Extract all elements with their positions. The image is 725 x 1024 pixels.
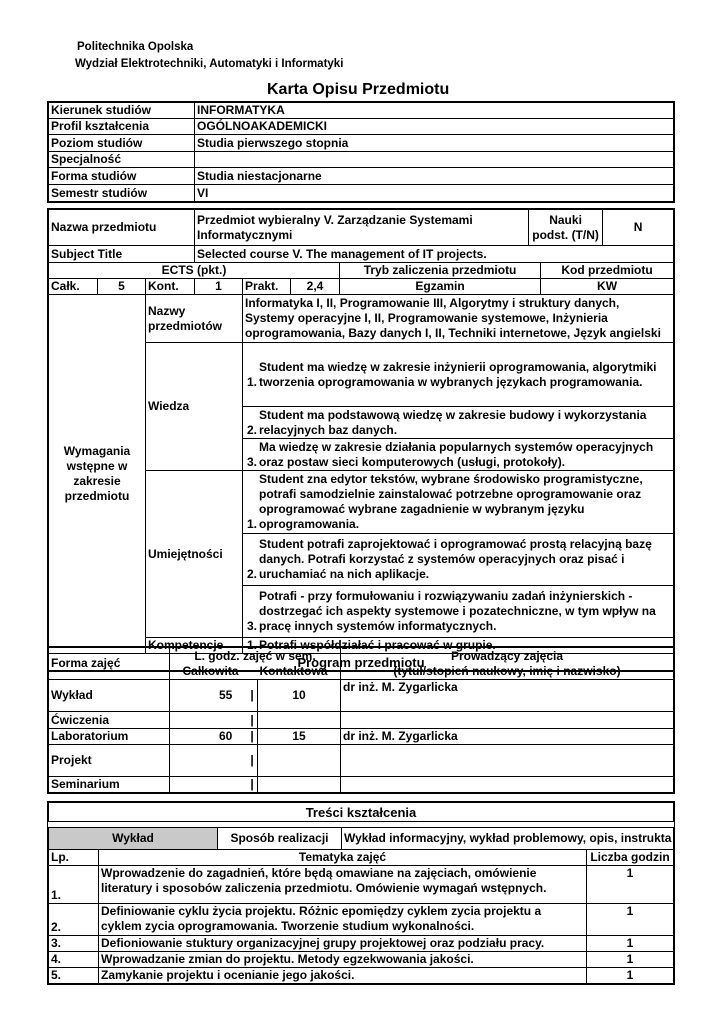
calk-value: 5 [98, 279, 146, 295]
content-title: Treści kształcenia [49, 803, 674, 822]
general-info-table [47, 101, 675, 203]
field-value: INFORMATYKA [195, 103, 674, 119]
field-label: Specjalność [49, 152, 195, 168]
tematyka-header: Tematyka zajęć [99, 850, 587, 866]
faculty-name: Wydział Elektrotechniki, Automatyki i Informatyki [75, 58, 344, 70]
nauki-label: Nauki podst. (T/N) [529, 210, 603, 246]
godz-header: Liczba godzin [587, 850, 674, 866]
kont-cell: 10 [258, 680, 341, 712]
topic-cell: Wprowadzenie do zagadnień, które będą omawiane na zajęciach, omówienie literatury i sposobów zaliczenia przedmiotu. Omówienie wymagań wstępnych. [99, 866, 587, 904]
separator: | [250, 777, 254, 791]
field-label: Poziom studiów [49, 135, 195, 152]
forma-cell: Wykład [49, 680, 170, 712]
item-text: Student potrafi zaprojektować i oprogramować prostą relacyjną bazę danych. Potrafi korzystać z systemów operacyjnych oraz pisać i uruchamiać na nich aplikacje. [259, 537, 652, 581]
subject-table [47, 208, 675, 672]
requirements-label: Wymagania wstępne w zakresie przedmiotu [49, 295, 146, 654]
godz-header [170, 648, 341, 680]
separator: | [250, 729, 254, 743]
page-title: Karta Opisu Przedmiotu [267, 81, 450, 98]
calk-cell [170, 712, 258, 729]
prow-cell [341, 745, 674, 777]
field-value [195, 152, 674, 168]
item-text: Potrafi - przy formułowaniu i rozwiązywaniu zadań inżynierskich - dostrzegać ich aspekty systemowe i pozatechniczne, w tym wpływ na pracę innych systemów informatycznych. [259, 589, 656, 633]
separator: | [250, 753, 254, 767]
field-label: Forma studiów [49, 168, 195, 185]
field-value: Studia pierwszego stopnia [195, 135, 674, 152]
prow-cell: dr inż. M. Zygarlicka [341, 729, 674, 745]
calk-val: 60 [218, 729, 233, 743]
item-number: 2. [247, 422, 258, 437]
kod-value: KW [541, 279, 674, 295]
kont-cell [258, 712, 341, 729]
hours-cell: 1 [587, 904, 674, 936]
lp-cell: 5. [49, 968, 99, 984]
kompetencje-label: Kompetencje [146, 638, 243, 654]
forma-cell: Seminarium [49, 777, 170, 793]
field-label: Profil kształcenia [49, 119, 195, 135]
prakt-value: 2,4 [291, 279, 340, 295]
ects-label: ECTS (pkt.) [49, 263, 340, 279]
item-number: 1. [247, 374, 258, 389]
item-text: Potrafi współdziałać i pracować w grupie. [259, 638, 496, 652]
godz-label: L. godz. zajęć w sem. [194, 648, 316, 663]
calk-val: 55 [218, 688, 233, 702]
program-title: Program przedmiotu [49, 654, 674, 671]
topic-cell: Defioniowanie stuktury organizacyjnej grupy projektowej oraz podziału pracy. [99, 936, 587, 952]
forma-cell: Laboratorium [49, 729, 170, 745]
wiedza-item [243, 439, 674, 471]
separator: | [250, 712, 254, 727]
lp-cell: 1. [49, 866, 99, 904]
umiejetnosci-label: Umiejętności [146, 471, 243, 638]
req-names-label: Nazwy przedmiotów [146, 295, 243, 343]
item-number: 3. [247, 454, 258, 469]
req-names-value: Informatyka I, II, Programowanie III, Algorytmy i struktury danych, Systemy operacyjne I, II, Programowanie systemowe, Inżynieria oprogramowania, Bazy danych I, II, Techniki internetowe, Język angielski [243, 295, 674, 343]
item-text: Student zna edytor tekstów, wybrane środowisko programistyczne, potrafi samodzielnie zainstalować potrzebne oprogramowanie oraz oprogramować wybrane zagadnienie w wybranym języku oprogramowania. [259, 472, 643, 531]
subject-name-label: Nazwa przedmiotu [49, 210, 195, 246]
prow-header [341, 648, 674, 680]
field-label: Semestr studiów [49, 185, 195, 202]
calk-cell [170, 745, 258, 777]
hours-cell: 1 [587, 866, 674, 904]
prow-label: Prowadzący zajęcia [450, 648, 564, 663]
item-number: 1. [247, 638, 258, 652]
field-label: Kierunek studiów [49, 103, 195, 119]
kont-cell: 15 [258, 729, 341, 745]
item-text: Student ma podstawową wiedzę w zakresie budowy i wykorzystania relacyjnych baz danych. [259, 407, 647, 437]
hours-cell: 1 [587, 952, 674, 968]
wiedza-label: Wiedza [146, 343, 243, 471]
sposob-label: Sposób realizacji [218, 828, 342, 850]
prakt-label: Prakt. [243, 279, 291, 295]
field-value: Studia niestacjonarne [195, 168, 674, 185]
kont-cell [258, 777, 341, 793]
forma-label: Forma zajęć [49, 648, 170, 680]
calk-label: Całk. [49, 279, 98, 295]
item-number: 1. [247, 517, 258, 531]
tryb-label: Tryb zaliczenia przedmiotu [340, 263, 541, 279]
calk-cell [170, 777, 258, 793]
content-table [47, 801, 675, 985]
prow-cell [341, 712, 674, 729]
separator: | [250, 688, 254, 702]
kod-label: Kod przedmiotu [541, 263, 674, 279]
calkowita-label: Całkowita [182, 663, 239, 678]
kont-label: Kont. [146, 279, 195, 295]
calk-cell [170, 680, 258, 712]
subject-title-label: Subject Title [49, 246, 195, 263]
wiedza-item [243, 407, 674, 439]
subject-title-value: Selected course V. The management of IT projects. [195, 246, 674, 263]
item-number: 3. [247, 619, 258, 633]
calk-cell [170, 729, 258, 745]
umiej-item [243, 534, 674, 586]
kont-value: 1 [195, 279, 243, 295]
item-text: Ma wiedzę w zakresie działania popularnych systemów operacyjnych oraz postaw sieci komputerowych (usługi, protokoły). [259, 439, 654, 469]
lp-cell: 2. [49, 904, 99, 936]
topic-cell: Wprowadzanie zmian do projektu. Metody egzekwowania jakości. [99, 952, 587, 968]
topic-cell: Definiowanie cyklu życia projektu. Różnic epomiędzy cyklem zycia projektu a cyklem zycia oprogramowania. Tworzenie studium wykonalności. [99, 904, 587, 936]
lp-header: Lp. [49, 850, 99, 866]
field-value: OGÓLNOAKADEMICKI [195, 119, 674, 135]
umiej-item [243, 471, 674, 534]
prow-sub: (tytuł/stopień naukowy, imię i nazwisko) [393, 663, 621, 678]
item-number: 2. [247, 567, 258, 581]
forma-cell: Ćwiczenia [49, 712, 170, 729]
wiedza-item [243, 343, 674, 407]
hours-cell: 1 [587, 968, 674, 984]
prow-cell [341, 777, 674, 793]
kont-cell [258, 745, 341, 777]
program-table [47, 646, 675, 794]
kontaktowa-label: Kontaktowa [259, 663, 328, 678]
sposob-value: Wykład informacyjny, wykład problemowy, opis, instrukta [342, 828, 674, 850]
university-name: Politechnika Opolska [77, 41, 194, 53]
forma-cell: Projekt [49, 745, 170, 777]
prow-cell: dr inż. M. Zygarlicka [341, 680, 674, 712]
hours-cell: 1 [587, 936, 674, 952]
umiej-item [243, 586, 674, 638]
item-text: Student ma wiedzę w zakresie inżynierii oprogramowania, algorytmiki tworzenia oprogramowania w wybranych językach programowania. [259, 359, 657, 389]
topic-cell: Zamykanie projektu i ocenianie jego jakości. [99, 968, 587, 984]
lp-cell: 4. [49, 952, 99, 968]
tryb-value: Egzamin [340, 279, 541, 295]
lp-cell: 3. [49, 936, 99, 952]
nauki-value: N [603, 210, 674, 246]
field-value: VI [195, 185, 674, 202]
subject-name-value: Przedmiot wybieralny V. Zarządzanie Systemami Informatycznymi [195, 210, 529, 246]
content-type: Wykład [49, 828, 218, 850]
